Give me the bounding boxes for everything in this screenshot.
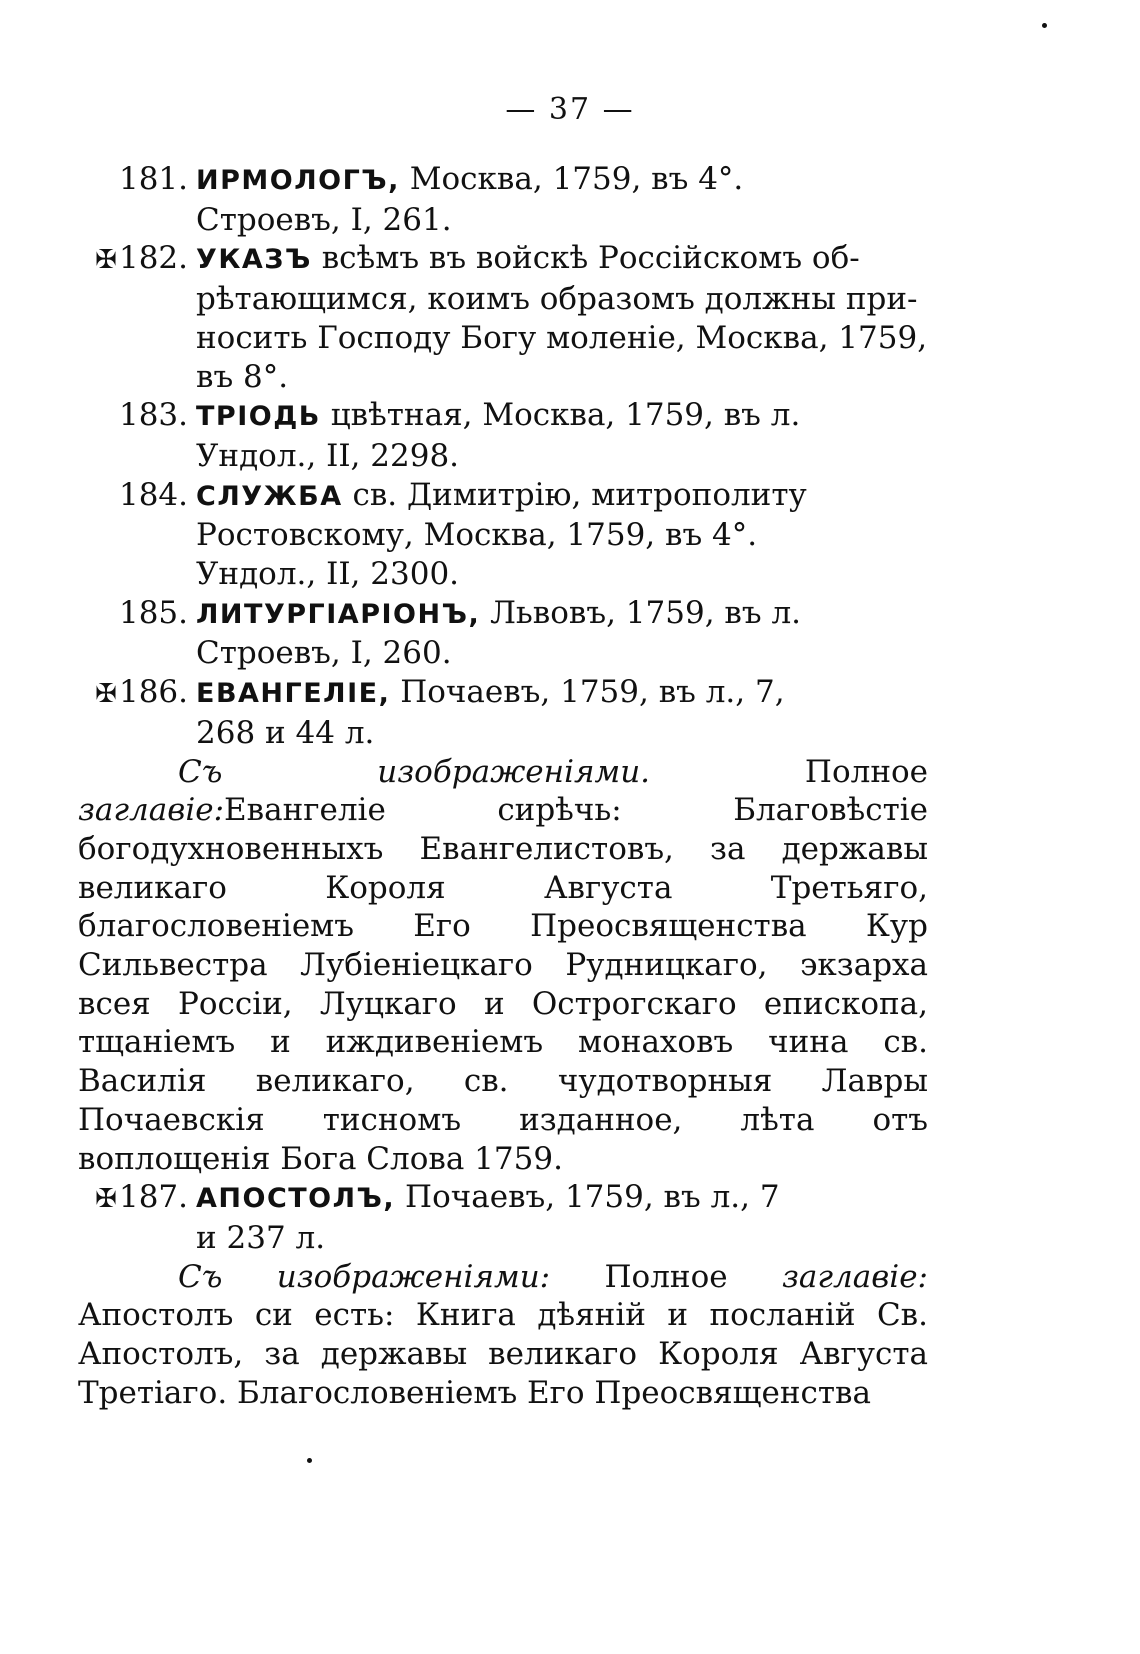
illustrations-note: Съ изображеніями. xyxy=(178,753,651,790)
entry-line: цвѣтная, Москва, 1759, въ л. xyxy=(330,397,801,434)
entry-title: ТРІОДЬ xyxy=(196,401,321,433)
page-number: — 37 — xyxy=(505,92,635,127)
entry-continuation: и 237 л. xyxy=(196,1219,326,1256)
description-text: Полное xyxy=(650,753,928,790)
entry-continuation: Строевъ, I, 260. xyxy=(196,635,452,672)
full-title-label: заглавіе: xyxy=(781,1258,928,1295)
cross-icon: ✠ xyxy=(95,245,117,276)
entry-181 xyxy=(78,160,928,239)
entry-number xyxy=(78,594,188,635)
entry-line: всѣмъ въ войскѣ Россійскомъ об- xyxy=(321,240,860,277)
page-body xyxy=(78,160,928,1413)
entry-continuation: 268 и 44 л. xyxy=(196,714,375,751)
entry-title: УКАЗЪ xyxy=(196,244,312,276)
entry-number-text: 185. xyxy=(118,594,188,631)
entry-continuation: Ундол., II, 2300. xyxy=(196,556,460,593)
description-text: Апостолъ си есть: Книга дѣяній и посланій Св. Апостолъ, за державы великаго Короля Августа Третіаго. Благословеніемъ Его Преосвященства xyxy=(78,1297,928,1411)
entry-number-text: 183. xyxy=(118,397,188,434)
illustrations-note: Съ изображеніями: xyxy=(178,1258,551,1295)
entry-184 xyxy=(78,476,928,594)
entry-number-text: 181. xyxy=(118,161,188,197)
full-title-label: заглавіе: xyxy=(78,792,225,829)
entry-line: Почаевъ, 1759, въ л., 7, xyxy=(400,674,785,711)
entry-number-text: 182. xyxy=(118,240,188,277)
entry-title: ЛИТУРГІАРІОНЪ, xyxy=(196,598,481,630)
cross-icon: ✠ xyxy=(95,1184,117,1215)
entry-continuation: въ 8°. xyxy=(196,358,289,395)
entry-187 xyxy=(78,1178,928,1257)
entry-186 xyxy=(78,673,928,752)
entry-title: ЕВАНГЕЛІЕ, xyxy=(196,678,391,710)
entry-line: Москва, 1759, въ 4°. xyxy=(409,161,744,197)
entry-description xyxy=(78,753,928,1179)
entry-number xyxy=(78,396,188,437)
entry-number-text: 187. xyxy=(118,1179,188,1216)
entry-number xyxy=(78,673,188,714)
entry-title: АПОСТОЛЪ, xyxy=(196,1183,396,1215)
entry-number-text: 186. xyxy=(118,674,188,711)
entry-title: ИРМОЛОГЪ, xyxy=(196,165,400,196)
entry-line: св. Димитрію, митрополиту xyxy=(352,476,807,513)
entry-number xyxy=(78,1178,188,1219)
entry-continuation: рѣтающимся, коимъ образомъ должны при- xyxy=(196,281,918,318)
entry-183 xyxy=(78,396,928,475)
entry-number xyxy=(78,239,188,280)
entry-line: Почаевъ, 1759, въ л., 7 xyxy=(405,1179,780,1216)
entry-line: Львовъ, 1759, въ л. xyxy=(490,594,801,631)
entry-continuation: Ундол., II, 2298. xyxy=(196,437,460,474)
entry-continuation: носить Господу Богу моленіе, Москва, 1759, xyxy=(196,319,928,356)
entry-number xyxy=(78,160,188,201)
entry-185 xyxy=(78,594,928,673)
entry-description xyxy=(78,1258,928,1413)
entry-continuation: Строевъ, I, 261. xyxy=(196,201,452,238)
scan-speck xyxy=(1042,23,1047,28)
entry-number xyxy=(78,476,188,517)
description-text: Евангеліе сирѣчь: Благовѣстіе богодухновенныхъ Евангелистовъ, за державы великаго Короля Августа Третьяго, благословеніемъ Его Преосвященства Кур Сильвестра Лубіеніецкаго Рудницкаго, экзарха всея Россіи, Луцкаго и Острогскаго епископа, тщаніемъ и иждивеніемъ монаховъ чина св. Василія великаго, св. чудотворныя Лавры Почаевскія тисномъ изданное, лѣта отъ воплощенія Бога Слова 1759. xyxy=(78,792,928,1177)
cross-icon: ✠ xyxy=(95,679,117,710)
entry-182 xyxy=(78,239,928,396)
description-text: Полное xyxy=(550,1258,782,1295)
entry-number-text: 184. xyxy=(118,476,188,513)
entry-title: СЛУЖБА xyxy=(196,480,343,512)
entry-continuation: Ростовскому, Москва, 1759, въ 4°. xyxy=(196,517,758,554)
scan-speck xyxy=(307,1458,312,1463)
